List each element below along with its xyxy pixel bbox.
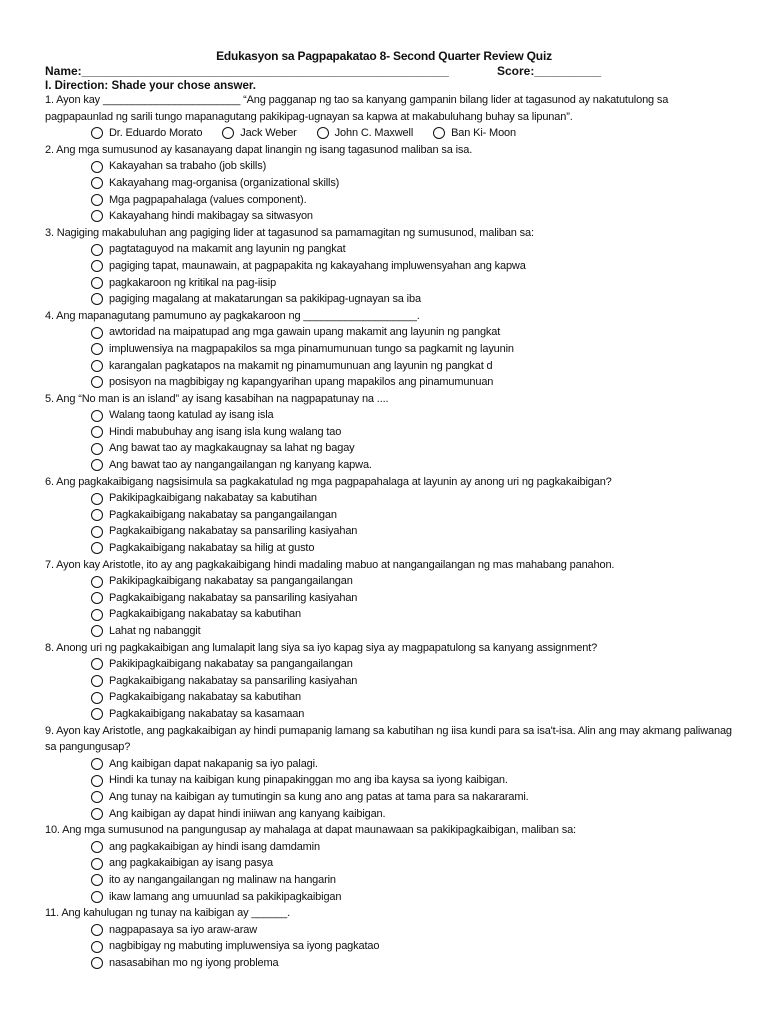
answer-option[interactable] bbox=[91, 291, 735, 308]
radio-circle-icon[interactable] bbox=[91, 277, 103, 289]
answer-option[interactable] bbox=[91, 656, 735, 673]
radio-circle-icon[interactable] bbox=[91, 127, 103, 139]
radio-circle-icon[interactable] bbox=[91, 293, 103, 305]
answer-option[interactable] bbox=[91, 623, 735, 640]
option-label: awtoridad na maipatupad ang mga gawain upang makamit ang layunin ng pangkat bbox=[109, 326, 501, 339]
answer-option[interactable] bbox=[91, 208, 735, 225]
answer-option[interactable] bbox=[91, 706, 735, 723]
question-list bbox=[45, 92, 735, 971]
option-label: posisyon na magbibigay ng kapangyarihan upang mapakilos ang pinamumunuan bbox=[109, 376, 494, 389]
option-label: pagiging magalang at makatarungan sa pakikipag-ugnayan sa iba bbox=[109, 293, 421, 306]
radio-circle-icon[interactable] bbox=[222, 127, 234, 139]
option-list bbox=[91, 407, 735, 473]
radio-circle-icon[interactable] bbox=[91, 675, 103, 687]
question-text: 9. Ayon kay Aristotle, ang pagkakaibigan ay hindi pumapanig lamang sa kabutihan ng iisa kundi para sa isa't-isa. Alin ang may akmang paliwanag sa pangungusap? bbox=[45, 724, 732, 754]
radio-circle-icon[interactable] bbox=[91, 576, 103, 588]
answer-option[interactable] bbox=[91, 872, 735, 889]
answer-option[interactable] bbox=[91, 341, 735, 358]
option-label: Jack Weber bbox=[240, 127, 297, 140]
option-label: Pagkakaibigang nakabatay sa pansariling kasiyahan bbox=[109, 525, 358, 538]
question-7 bbox=[45, 557, 735, 640]
option-label: Pagkakaibigang nakabatay sa pangangailangan bbox=[109, 508, 337, 521]
answer-option[interactable] bbox=[91, 772, 735, 789]
option-label: ito ay nangangailangan ng malinaw na hangarin bbox=[109, 873, 336, 886]
option-list bbox=[91, 324, 735, 390]
option-label: Ban Ki- Moon bbox=[451, 127, 516, 140]
question-2 bbox=[45, 142, 735, 225]
radio-circle-icon[interactable] bbox=[91, 592, 103, 604]
answer-option[interactable] bbox=[91, 158, 735, 175]
radio-circle-icon[interactable] bbox=[91, 410, 103, 422]
radio-circle-icon[interactable] bbox=[91, 808, 103, 820]
question-5 bbox=[45, 391, 735, 474]
answer-option[interactable] bbox=[91, 424, 735, 441]
radio-circle-icon[interactable] bbox=[91, 758, 103, 770]
option-label: Ang kaibigan ay dapat hindi iniiwan ang kanyang kaibigan. bbox=[109, 807, 386, 820]
option-label: Kakayahang hindi makibagay sa sitwasyon bbox=[109, 210, 313, 223]
option-list bbox=[91, 241, 735, 307]
radio-circle-icon[interactable] bbox=[91, 493, 103, 505]
radio-circle-icon[interactable] bbox=[91, 210, 103, 222]
answer-option[interactable] bbox=[91, 258, 735, 275]
radio-circle-icon[interactable] bbox=[91, 692, 103, 704]
radio-circle-icon[interactable] bbox=[91, 260, 103, 272]
name-field: Name:_______________________________________________________ bbox=[45, 64, 449, 78]
option-list bbox=[91, 158, 735, 224]
answer-option[interactable] bbox=[91, 407, 735, 424]
radio-circle-icon[interactable] bbox=[91, 775, 103, 787]
answer-option[interactable] bbox=[317, 125, 413, 142]
option-label: Ang tunay na kaibigan ay tumutingin sa kung ano ang patas at tama para sa nakararami. bbox=[109, 790, 529, 803]
question-text: 2. Ang mga sumusunod ay kasanayang dapat linangin ng isang tagasunod maliban sa isa. bbox=[45, 143, 473, 156]
option-list bbox=[91, 756, 735, 822]
answer-option[interactable] bbox=[91, 540, 735, 557]
question-6 bbox=[45, 474, 735, 557]
question-1 bbox=[45, 92, 735, 142]
radio-circle-icon[interactable] bbox=[91, 343, 103, 355]
radio-circle-icon[interactable] bbox=[91, 542, 103, 554]
question-text: 3. Nagiging makabuluhan ang pagiging lider at tagasunod sa pamamagitan ng sumusunod, maliban sa: bbox=[45, 226, 534, 239]
answer-option[interactable] bbox=[91, 440, 735, 457]
answer-option[interactable] bbox=[91, 889, 735, 906]
answer-option[interactable] bbox=[91, 125, 202, 142]
answer-option[interactable] bbox=[91, 855, 735, 872]
answer-option[interactable] bbox=[91, 358, 735, 375]
option-label: Walang taong katulad ay isang isla bbox=[109, 409, 274, 422]
radio-circle-icon[interactable] bbox=[91, 327, 103, 339]
answer-option[interactable] bbox=[91, 756, 735, 773]
answer-option[interactable] bbox=[91, 673, 735, 690]
direction-text: I. Direction: Shade your chose answer. bbox=[45, 80, 256, 92]
option-label: John C. Maxwell bbox=[334, 127, 414, 140]
answer-option[interactable] bbox=[222, 125, 296, 142]
option-label: Kakayahang mag-organisa (organizational skills) bbox=[109, 176, 340, 189]
option-list bbox=[91, 656, 735, 722]
question-4 bbox=[45, 308, 735, 391]
answer-option[interactable] bbox=[91, 523, 735, 540]
answer-option[interactable] bbox=[91, 606, 735, 623]
radio-circle-icon[interactable] bbox=[91, 609, 103, 621]
question-text: 7. Ayon kay Aristotle, ito ay ang pagkakaibigang hindi madaling mabuo at nangangailangan ng mas mahabang panahon. bbox=[45, 558, 615, 571]
radio-circle-icon[interactable] bbox=[91, 459, 103, 471]
radio-circle-icon[interactable] bbox=[91, 791, 103, 803]
radio-circle-icon[interactable] bbox=[91, 244, 103, 256]
question-9 bbox=[45, 723, 735, 823]
radio-circle-icon[interactable] bbox=[91, 658, 103, 670]
radio-circle-icon[interactable] bbox=[91, 360, 103, 372]
option-label: Hindi ka tunay na kaibigan kung pinapakinggan mo ang iba kaysa sa iyong kaibigan. bbox=[109, 774, 508, 787]
radio-circle-icon[interactable] bbox=[91, 443, 103, 455]
question-text: 4. Ang mapanagutang pamumuno ay pagkakaroon ng ___________________. bbox=[45, 309, 420, 322]
radio-circle-icon[interactable] bbox=[317, 127, 329, 139]
option-label: Pagkakaibigang nakabatay sa pansariling kasiyahan bbox=[109, 674, 358, 687]
question-3 bbox=[45, 225, 735, 308]
option-label: Pagkakaibigang nakabatay sa kabutihan bbox=[109, 608, 301, 621]
answer-option[interactable] bbox=[91, 507, 735, 524]
answer-option[interactable] bbox=[91, 241, 735, 258]
answer-option[interactable] bbox=[91, 573, 735, 590]
option-label: pagiging tapat, maunawain, at pagpapakita ng kakayahang impluwensyahan ang kapwa bbox=[109, 259, 526, 272]
option-label: Mga pagpapahalaga (values component). bbox=[109, 193, 307, 206]
option-label: Pakikipagkaibigang nakabatay sa pangangailangan bbox=[109, 658, 353, 671]
radio-circle-icon[interactable] bbox=[91, 708, 103, 720]
answer-option[interactable] bbox=[91, 374, 735, 391]
answer-option[interactable] bbox=[91, 938, 735, 955]
option-label: pagtataguyod na makamit ang layunin ng pangkat bbox=[109, 243, 346, 256]
question-text: 11. Ang kahulugan ng tunay na kaibigan ay ______. bbox=[45, 907, 291, 920]
answer-option[interactable] bbox=[433, 125, 516, 142]
question-text: 6. Ang pagkakaibigang nagsisimula sa pagkakatulad ng mga pagpapahalaga at layunin ay anong uri ng pagkakaibigan? bbox=[45, 475, 612, 488]
option-label: pagkakaroon ng kritikal na pag-iisip bbox=[109, 276, 277, 289]
option-label: Ang kaibigan dapat nakapanig sa iyo palagi. bbox=[109, 757, 318, 770]
answer-option[interactable] bbox=[91, 324, 735, 341]
radio-circle-icon[interactable] bbox=[91, 957, 103, 969]
option-label: Hindi mabubuhay ang isang isla kung walang tao bbox=[109, 425, 342, 438]
radio-circle-icon[interactable] bbox=[91, 874, 103, 886]
option-list bbox=[91, 839, 735, 905]
option-label: nagbibigay ng mabuting impluwensiya sa iyong pagkatao bbox=[109, 940, 380, 953]
question-text: 8. Anong uri ng pagkakaibigan ang lumalapit lang siya sa iyo kapag siya ay magpapatulong sa kanyang assignment? bbox=[45, 641, 598, 654]
answer-option[interactable] bbox=[91, 689, 735, 706]
option-label: nagpapasaya sa iyo araw-araw bbox=[109, 923, 258, 936]
radio-circle-icon[interactable] bbox=[91, 509, 103, 521]
radio-circle-icon[interactable] bbox=[91, 376, 103, 388]
answer-option[interactable] bbox=[91, 175, 735, 192]
option-label: Pakikipagkaibigang nakabatay sa kabutihan bbox=[109, 492, 317, 505]
answer-option[interactable] bbox=[91, 590, 735, 607]
radio-circle-icon[interactable] bbox=[433, 127, 445, 139]
option-label: Pagkakaibigang nakabatay sa hilig at gusto bbox=[109, 542, 315, 555]
radio-circle-icon[interactable] bbox=[91, 194, 103, 206]
option-label: Ang bawat tao ay nangangailangan ng kanyang kapwa. bbox=[109, 459, 372, 472]
radio-circle-icon[interactable] bbox=[91, 526, 103, 538]
option-label: ang pagkakaibigan ay hindi isang damdamin bbox=[109, 840, 320, 853]
answer-option[interactable] bbox=[91, 275, 735, 292]
question-text: 1. Ayon kay _______________________ “Ang pagganap ng tao sa kanyang gampanin bilang lider at tagasunod ay nakatutulong sa pagpapaunlad ng sarili tungo mapanagutang pakikipag-ugnayan sa kapwa at makabuluhang buhay sa lipunan”. bbox=[45, 94, 669, 123]
question-text: 5. Ang “No man is an island” ay isang kasabihan na nagpapatunay na .... bbox=[45, 392, 389, 405]
answer-option[interactable] bbox=[91, 192, 735, 209]
option-label: Kakayahan sa trabaho (job skills) bbox=[109, 160, 267, 173]
radio-circle-icon[interactable] bbox=[91, 924, 103, 936]
question-text: 10. Ang mga sumusunod na pangungusap ay mahalaga at dapat maunawaan sa pakikipagkaibigan, maliban sa: bbox=[45, 824, 576, 837]
radio-circle-icon[interactable] bbox=[91, 841, 103, 853]
option-list bbox=[91, 125, 735, 142]
question-10 bbox=[45, 822, 735, 905]
option-label: ang pagkakaibigan ay isang pasya bbox=[109, 857, 273, 870]
option-label: Lahat ng nabanggit bbox=[109, 625, 201, 637]
option-label: karangalan pagkatapos na makamit ng pinamumunuan ang layunin ng pangkat d bbox=[109, 359, 493, 372]
answer-option[interactable] bbox=[91, 922, 735, 939]
radio-circle-icon[interactable] bbox=[91, 858, 103, 870]
answer-option[interactable] bbox=[91, 457, 735, 474]
option-label: Pakikipagkaibigang nakabatay sa pangangailangan bbox=[109, 575, 353, 588]
answer-option[interactable] bbox=[91, 955, 735, 972]
radio-circle-icon[interactable] bbox=[91, 177, 103, 189]
page-title: Edukasyon sa Pagpapakatao 8- Second Quarter Review Quiz bbox=[216, 49, 552, 63]
option-label: Pagkakaibigang nakabatay sa kabutihan bbox=[109, 691, 301, 704]
option-label: ikaw lamang ang umuunlad sa pakikipagkaibigan bbox=[109, 890, 342, 903]
answer-option[interactable] bbox=[91, 806, 735, 823]
answer-option[interactable] bbox=[91, 839, 735, 856]
question-8 bbox=[45, 640, 735, 723]
option-label: nasasabihan mo ng iyong problema bbox=[109, 956, 279, 969]
answer-option[interactable] bbox=[91, 490, 735, 507]
answer-option[interactable] bbox=[91, 789, 735, 806]
radio-circle-icon[interactable] bbox=[91, 625, 103, 637]
radio-circle-icon[interactable] bbox=[91, 426, 103, 438]
radio-circle-icon[interactable] bbox=[91, 161, 103, 173]
radio-circle-icon[interactable] bbox=[91, 891, 103, 903]
option-list bbox=[91, 922, 735, 972]
radio-circle-icon[interactable] bbox=[91, 941, 103, 953]
option-list bbox=[91, 573, 735, 639]
option-label: Ang bawat tao ay magkakaugnay sa lahat ng bagay bbox=[109, 442, 355, 455]
option-label: Pagkakaibigang nakabatay sa pansariling kasiyahan bbox=[109, 591, 358, 604]
option-label: Dr. Eduardo Morato bbox=[109, 127, 203, 140]
option-list bbox=[91, 490, 735, 556]
question-11 bbox=[45, 905, 735, 971]
option-label: Pagkakaibigang nakabatay sa kasamaan bbox=[109, 707, 305, 720]
option-label: impluwensiya na magpapakilos sa mga pinamumunuan tungo sa pagkamit ng layunin bbox=[109, 342, 514, 355]
score-field: Score:__________ bbox=[497, 64, 602, 78]
